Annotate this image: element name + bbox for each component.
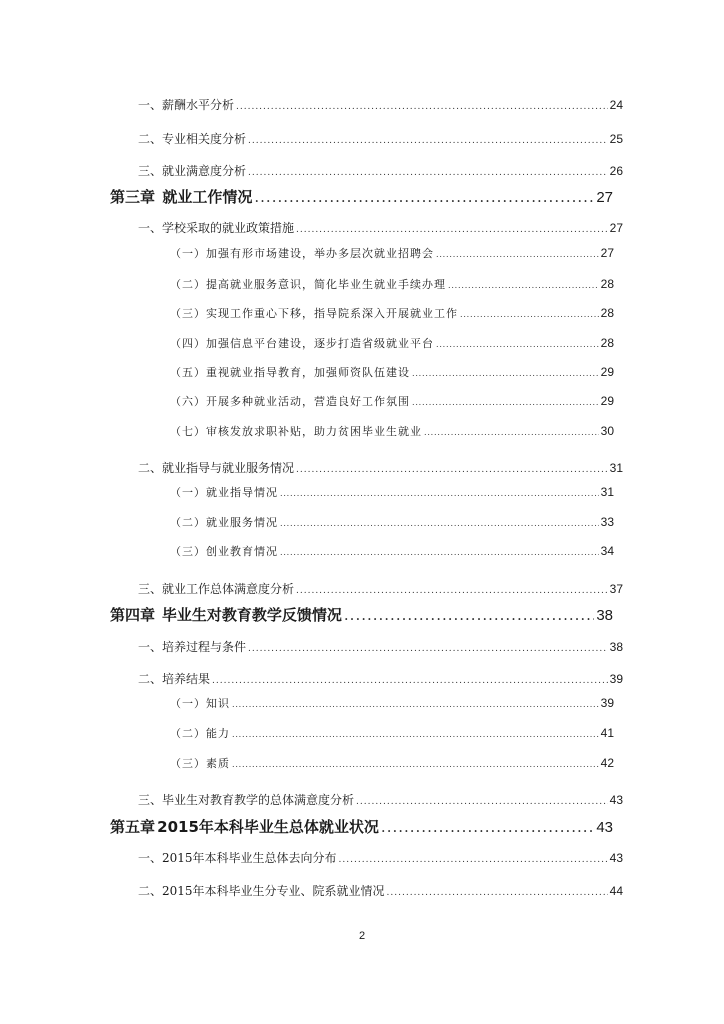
toc-entry-title: （三）素质 <box>170 757 230 770</box>
toc-subentry[interactable] <box>170 484 614 500</box>
toc-subentry[interactable] <box>170 393 614 409</box>
toc-subentry[interactable] <box>170 364 614 380</box>
toc-entry-title: 三、就业满意度分析 <box>138 164 247 178</box>
toc-subentry[interactable] <box>170 423 614 439</box>
toc-entry[interactable] <box>138 791 623 808</box>
toc-subentry[interactable] <box>170 695 614 711</box>
toc-page-number: 29 <box>600 365 614 379</box>
dot-leader <box>280 519 599 528</box>
toc-entry-title: 二、2015年本科毕业生分专业、院系就业情况 <box>138 884 385 898</box>
toc-entry-title: 二、培养结果 <box>138 672 211 686</box>
toc-entry[interactable] <box>138 162 623 179</box>
dot-leader <box>236 102 608 112</box>
dot-leader <box>248 136 608 146</box>
dot-leader <box>436 340 599 349</box>
toc-entry-title: 三、就业工作总体满意度分析 <box>138 582 295 596</box>
toc-entry[interactable] <box>138 849 623 866</box>
toc-page-number: 33 <box>600 515 614 529</box>
toc-entry-title: （七）审核发放求职补贴，助力贫困毕业生就业 <box>170 425 422 438</box>
toc-entry[interactable] <box>138 459 623 476</box>
dot-leader <box>296 225 608 235</box>
toc-chapter-title: 2015年本科毕业生总体就业状况 <box>157 818 379 836</box>
dot-leader <box>232 760 599 769</box>
toc-page-number: 24 <box>609 98 623 112</box>
toc-entry[interactable] <box>138 882 623 899</box>
dot-leader <box>254 188 594 206</box>
toc-entry[interactable] <box>138 219 623 236</box>
toc-chapter-entry[interactable] <box>110 816 613 837</box>
toc-entry-title: （二）就业服务情况 <box>170 516 278 529</box>
toc-entry-title: 三、毕业生对教育教学的总体满意度分析 <box>138 793 355 807</box>
dot-leader <box>381 818 594 836</box>
dot-leader <box>280 548 599 557</box>
toc-entry-title: （三）实现工作重心下移，指导院系深入开展就业工作 <box>170 307 458 320</box>
toc-entry-title: （五）重视就业指导教育，加强师资队伍建设 <box>170 366 410 379</box>
toc-page-number: 29 <box>600 394 614 408</box>
dot-leader <box>232 730 599 739</box>
dot-leader <box>248 644 608 654</box>
dot-leader <box>339 855 608 865</box>
dot-leader <box>212 676 608 686</box>
toc-page-number: 25 <box>609 132 623 146</box>
toc-page-number: 43 <box>596 819 613 836</box>
dot-leader <box>296 586 608 596</box>
toc-entry-title: （二）能力 <box>170 727 230 740</box>
dot-leader <box>232 700 599 709</box>
toc-entry-title: （一）加强有形市场建设，举办多层次就业招聘会 <box>170 247 434 260</box>
toc-entry-title: 二、专业相关度分析 <box>138 132 247 146</box>
toc-chapter-title: 毕业生对教育教学反馈情况 <box>161 606 342 624</box>
dot-leader <box>424 428 599 437</box>
toc-page-number: 27 <box>596 189 613 206</box>
toc-page-number: 38 <box>596 607 613 624</box>
toc-subentry[interactable] <box>170 755 614 771</box>
toc-subentry[interactable] <box>170 305 614 321</box>
toc-entry[interactable] <box>138 670 623 687</box>
toc-page-number: 31 <box>600 485 614 499</box>
toc-subentry[interactable] <box>170 245 614 261</box>
toc-page-number: 39 <box>600 696 614 710</box>
toc-page-number: 38 <box>609 640 623 654</box>
toc-page-number: 27 <box>609 221 623 235</box>
dot-leader <box>280 489 599 498</box>
chapter-number: 第三章 <box>110 189 156 206</box>
dot-leader <box>436 250 599 259</box>
toc-entry-title: （一）知识 <box>170 697 230 710</box>
toc-page-number: 30 <box>600 424 614 438</box>
toc-subentry[interactable] <box>170 543 614 559</box>
toc-page-number: 28 <box>600 336 614 350</box>
toc-page-number: 34 <box>600 544 614 558</box>
toc-chapter-entry[interactable] <box>110 186 613 207</box>
toc-page-number: 31 <box>609 461 623 475</box>
toc-page-number: 43 <box>609 851 623 865</box>
toc-page-number: 28 <box>600 306 614 320</box>
dot-leader <box>448 281 599 290</box>
toc-entry-title: 一、培养过程与条件 <box>138 640 247 654</box>
toc-entry-title: 二、就业指导与就业服务情况 <box>138 461 295 475</box>
toc-page-number: 37 <box>609 582 623 596</box>
dot-leader <box>248 168 608 178</box>
page-number: 2 <box>358 930 366 942</box>
toc-entry[interactable] <box>138 96 623 113</box>
chapter-number: 第五章 <box>110 819 156 836</box>
toc-entry[interactable] <box>138 638 623 655</box>
dot-leader <box>387 888 608 898</box>
chapter-number: 第四章 <box>110 607 156 624</box>
toc-entry[interactable] <box>138 580 623 597</box>
dot-leader <box>412 369 599 378</box>
toc-entry-title: 一、薪酬水平分析 <box>138 98 235 112</box>
toc-page-number: 27 <box>600 246 614 260</box>
toc-entry-title: （一）就业指导情况 <box>170 486 278 499</box>
toc-entry-title: 一、学校采取的就业政策措施 <box>138 221 295 235</box>
toc-chapter-title: 就业工作情况 <box>162 188 253 206</box>
toc-page-number: 44 <box>609 884 623 898</box>
toc-page-number: 26 <box>609 164 623 178</box>
toc-entry-title: （二）提高就业服务意识，简化毕业生就业手续办理 <box>170 278 446 291</box>
toc-entry-title: （四）加强信息平台建设，逐步打造省级就业平台 <box>170 337 434 350</box>
toc-page-number: 39 <box>609 672 623 686</box>
toc-entry-title: 一、2015年本科毕业生总体去向分布 <box>138 851 337 865</box>
toc-subentry[interactable] <box>170 725 614 741</box>
toc-page-number: 28 <box>600 277 614 291</box>
toc-subentry[interactable] <box>170 335 614 351</box>
toc-page-number: 41 <box>600 726 614 740</box>
toc-entry-title: （六）开展多种就业活动，营造良好工作氛围 <box>170 395 410 408</box>
dot-leader <box>356 797 608 807</box>
toc-subentry[interactable] <box>170 276 614 292</box>
toc-entry-title: （三）创业教育情况 <box>170 545 278 558</box>
dot-leader <box>412 398 599 407</box>
dot-leader <box>344 606 594 624</box>
toc-page-number: 43 <box>609 793 623 807</box>
toc-subentry[interactable] <box>170 514 614 530</box>
toc-entry[interactable] <box>138 130 623 147</box>
dot-leader <box>460 310 599 319</box>
toc-page-number: 42 <box>600 756 614 770</box>
dot-leader <box>296 465 608 475</box>
toc-chapter-entry[interactable] <box>110 604 613 625</box>
